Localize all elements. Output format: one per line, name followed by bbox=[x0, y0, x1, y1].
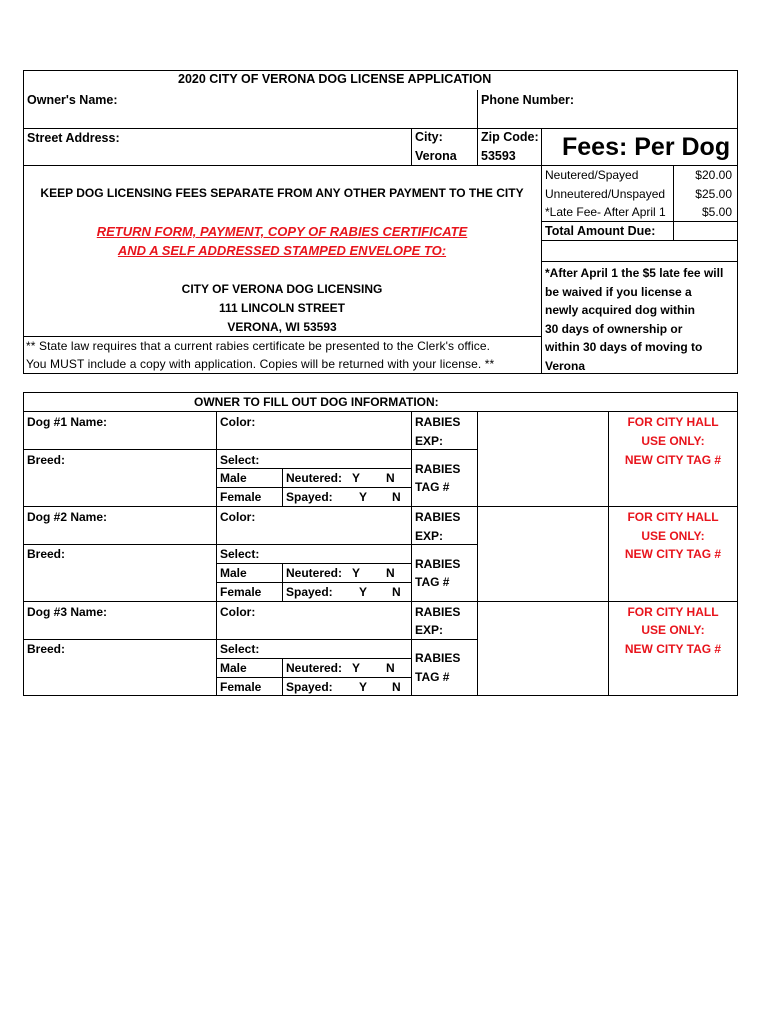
city-hall-use-label: USE ONLY: bbox=[641, 434, 705, 448]
spayed-yes-option[interactable]: Y bbox=[359, 680, 368, 694]
divider bbox=[541, 240, 738, 241]
divider bbox=[673, 165, 674, 241]
divider bbox=[23, 128, 738, 129]
divider bbox=[282, 468, 283, 506]
divider bbox=[23, 544, 216, 545]
city-hall-use-label: FOR CITY HALL bbox=[627, 415, 719, 429]
divider bbox=[216, 639, 411, 640]
fee-neutered-amount: $20.00 bbox=[695, 168, 732, 182]
dog-1-breed-label: Breed: bbox=[27, 453, 66, 467]
male-option[interactable]: Male bbox=[220, 471, 247, 485]
divider bbox=[216, 411, 217, 696]
divider bbox=[477, 411, 478, 696]
dog-1-name-label: Dog #1 Name: bbox=[27, 415, 108, 429]
city-hall-use-label: FOR CITY HALL bbox=[627, 605, 719, 619]
divider bbox=[411, 639, 477, 640]
dog-3-breed-label: Breed: bbox=[27, 642, 66, 656]
divider bbox=[216, 582, 411, 583]
neutered-no-option[interactable]: N bbox=[386, 566, 395, 580]
late-fee-note-line: be waived if you license a bbox=[545, 284, 692, 299]
spayed-no-option[interactable]: N bbox=[392, 680, 401, 694]
divider bbox=[541, 128, 542, 374]
fee-late-label: *Late Fee- After April 1 bbox=[545, 205, 666, 219]
spayed-yes-option[interactable]: Y bbox=[359, 585, 368, 599]
neutered-yes-option[interactable]: Y bbox=[352, 566, 361, 580]
spayed-label: Spayed: bbox=[286, 585, 333, 599]
owner-name-label: Owner's Name: bbox=[27, 93, 118, 107]
fee-unneutered-label: Unneutered/Unspayed bbox=[545, 187, 666, 201]
return-instructions-line1: RETURN FORM, PAYMENT, COPY OF RABIES CERTIFICATE bbox=[96, 224, 468, 239]
spayed-label: Spayed: bbox=[286, 490, 333, 504]
divider bbox=[477, 128, 478, 165]
divider bbox=[282, 563, 283, 601]
spayed-no-option[interactable]: N bbox=[392, 585, 401, 599]
divider bbox=[23, 70, 738, 71]
female-option[interactable]: Female bbox=[220, 585, 262, 599]
divider bbox=[216, 544, 411, 545]
rabies-tag-label: TAG # bbox=[415, 670, 450, 684]
rabies-tag-label: RABIES bbox=[415, 462, 461, 476]
divider bbox=[216, 563, 411, 564]
dog-section-header: OWNER TO FILL OUT DOG INFORMATION: bbox=[194, 395, 439, 409]
divider bbox=[411, 128, 412, 165]
dog-1-color-label: Color: bbox=[220, 415, 256, 429]
divider bbox=[23, 165, 541, 166]
city-hall-use-label: FOR CITY HALL bbox=[627, 510, 719, 524]
neutered-no-option[interactable]: N bbox=[386, 471, 395, 485]
street-address-label: Street Address: bbox=[27, 131, 120, 145]
female-option[interactable]: Female bbox=[220, 680, 262, 694]
sex-select-label: Select: bbox=[220, 547, 260, 561]
state-law-notice-line1: ** State law requires that a current rabies certificate be presented to the Clerk's office. bbox=[26, 339, 491, 353]
late-fee-note-line: newly acquired dog within bbox=[545, 303, 696, 318]
sex-select-label: Select: bbox=[220, 453, 260, 467]
dog-2-name-label: Dog #2 Name: bbox=[27, 510, 108, 524]
divider bbox=[541, 165, 738, 166]
neutered-label: Neutered: bbox=[286, 471, 343, 485]
rabies-tag-label: TAG # bbox=[415, 480, 450, 494]
fee-unneutered-amount: $25.00 bbox=[695, 187, 732, 201]
dog-2-color-label: Color: bbox=[220, 510, 256, 524]
rabies-exp-label: EXP: bbox=[415, 529, 444, 543]
late-fee-note-line: 30 days of ownership or bbox=[545, 321, 683, 336]
rabies-tag-label: RABIES bbox=[415, 557, 461, 571]
mailing-address-line1: CITY OF VERONA DOG LICENSING bbox=[181, 282, 383, 296]
separate-payment-notice: KEEP DOG LICENSING FEES SEPARATE FROM ANY OTHER PAYMENT TO THE CITY bbox=[40, 186, 524, 200]
dog-3-color-label: Color: bbox=[220, 605, 256, 619]
city-label: City: bbox=[415, 130, 443, 144]
divider bbox=[23, 336, 541, 337]
city-value: Verona bbox=[415, 149, 457, 163]
rabies-exp-label: RABIES bbox=[415, 605, 461, 619]
divider bbox=[23, 449, 216, 450]
late-fee-note-line: *After April 1 the $5 late fee will bbox=[545, 266, 724, 280]
divider bbox=[737, 392, 738, 696]
city-hall-use-label: USE ONLY: bbox=[641, 529, 705, 543]
rabies-exp-label: EXP: bbox=[415, 623, 444, 637]
dog-2-breed-label: Breed: bbox=[27, 547, 66, 561]
divider bbox=[411, 449, 477, 450]
divider bbox=[216, 449, 411, 450]
neutered-label: Neutered: bbox=[286, 566, 343, 580]
total-amount-label: Total Amount Due: bbox=[545, 224, 656, 238]
divider bbox=[216, 468, 411, 469]
fee-late-amount: $5.00 bbox=[701, 205, 732, 219]
zip-code-value: 53593 bbox=[481, 149, 516, 163]
divider bbox=[23, 392, 738, 393]
divider bbox=[411, 544, 477, 545]
city-hall-use-label: USE ONLY: bbox=[641, 623, 705, 637]
late-fee-note bbox=[545, 264, 723, 376]
divider bbox=[477, 90, 478, 128]
late-fee-note-line: Verona bbox=[545, 358, 586, 373]
rabies-exp-label: RABIES bbox=[415, 415, 461, 429]
new-city-tag-label: NEW CITY TAG # bbox=[624, 453, 722, 467]
phone-number-label: Phone Number: bbox=[481, 93, 575, 107]
female-option[interactable]: Female bbox=[220, 490, 262, 504]
zip-code-label: Zip Code: bbox=[481, 130, 539, 144]
new-city-tag-label: NEW CITY TAG # bbox=[624, 547, 722, 561]
state-law-notice-line2: You MUST include a copy with application. Copies will be returned with your license. ** bbox=[26, 357, 495, 371]
divider bbox=[23, 639, 216, 640]
divider bbox=[216, 677, 411, 678]
spayed-yes-option[interactable]: Y bbox=[359, 490, 368, 504]
rabies-tag-label: RABIES bbox=[415, 651, 461, 665]
fee-neutered-label: Neutered/Spayed bbox=[545, 168, 639, 182]
divider bbox=[23, 411, 738, 412]
neutered-label: Neutered: bbox=[286, 661, 343, 675]
sex-select-label: Select: bbox=[220, 642, 260, 656]
form-title: 2020 CITY OF VERONA DOG LICENSE APPLICATION bbox=[178, 72, 492, 86]
divider bbox=[411, 411, 412, 696]
late-fee-note-line: within 30 days of moving to bbox=[545, 340, 703, 355]
return-instructions-line2: AND A SELF ADDRESSED STAMPED ENVELOPE TO: bbox=[117, 243, 447, 258]
divider bbox=[216, 658, 411, 659]
divider bbox=[737, 70, 738, 374]
divider bbox=[216, 487, 411, 488]
divider bbox=[23, 695, 738, 696]
new-city-tag-label: NEW CITY TAG # bbox=[624, 642, 722, 656]
divider bbox=[541, 261, 738, 262]
spayed-label: Spayed: bbox=[286, 680, 333, 694]
rabies-exp-label: EXP: bbox=[415, 434, 444, 448]
male-option[interactable]: Male bbox=[220, 661, 247, 675]
mailing-address-line3: VERONA, WI 53593 bbox=[227, 320, 337, 334]
divider bbox=[23, 506, 738, 507]
mailing-address-line2: 111 LINCOLN STREET bbox=[218, 301, 346, 315]
spayed-no-option[interactable]: N bbox=[392, 490, 401, 504]
rabies-exp-label: RABIES bbox=[415, 510, 461, 524]
divider bbox=[541, 221, 738, 222]
neutered-no-option[interactable]: N bbox=[386, 661, 395, 675]
divider bbox=[23, 601, 738, 602]
dog-3-name-label: Dog #3 Name: bbox=[27, 605, 108, 619]
neutered-yes-option[interactable]: Y bbox=[352, 471, 361, 485]
rabies-tag-label: TAG # bbox=[415, 575, 450, 589]
divider bbox=[282, 658, 283, 696]
neutered-yes-option[interactable]: Y bbox=[352, 661, 361, 675]
male-option[interactable]: Male bbox=[220, 566, 247, 580]
fees-title: Fees: Per Dog bbox=[562, 133, 731, 161]
